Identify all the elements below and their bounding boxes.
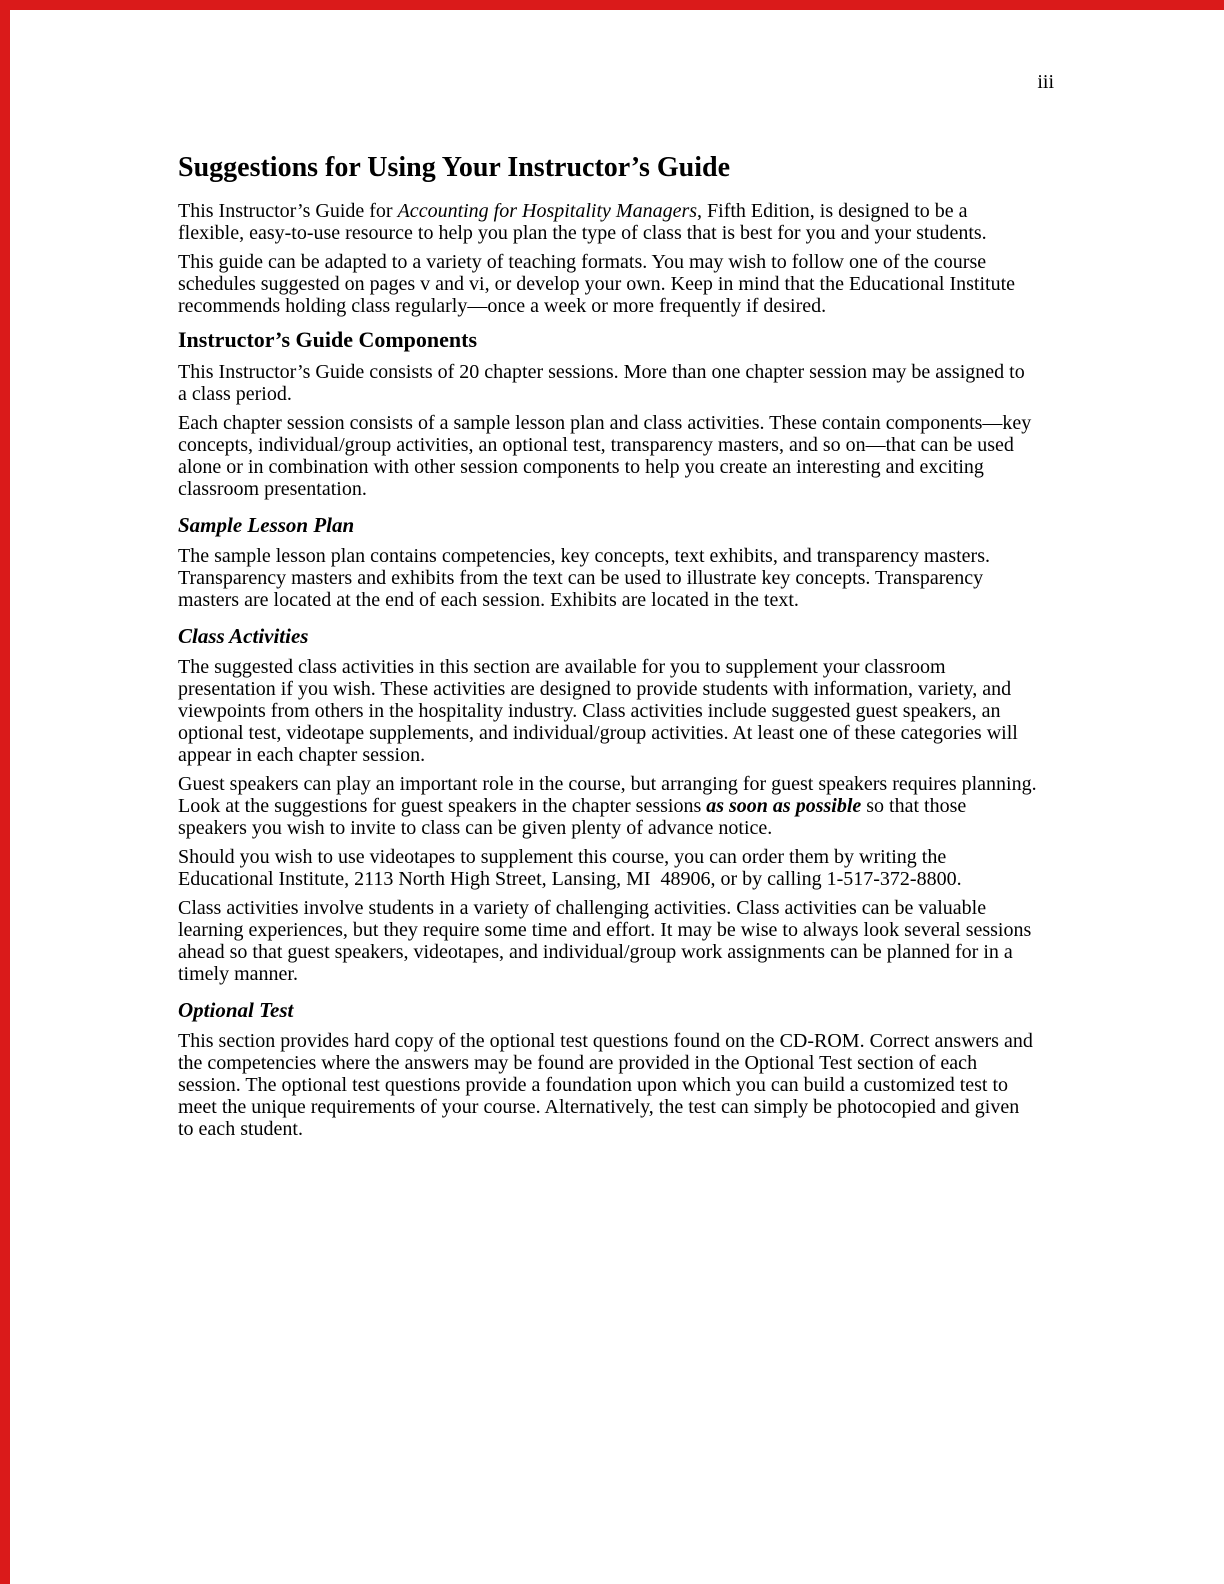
intro-paragraph-1 bbox=[178, 200, 1054, 244]
text-segment: , Fifth Edition, is designed to be a bbox=[697, 200, 968, 222]
class-activities-paragraph-2 bbox=[178, 773, 1054, 839]
subsection-heading-optional-test: Optional Test bbox=[178, 998, 294, 1022]
page-title: Suggestions for Using Your Instructor’s Guide bbox=[178, 152, 731, 183]
text-line: appear in each chapter session. bbox=[178, 744, 426, 766]
text-line: flexible, easy-to-use resource to help you plan the type of class that is best for you and your students. bbox=[178, 222, 987, 244]
text-line: learning experiences, but they require some time and effort. It may be wise to always look several sessions bbox=[178, 919, 1032, 941]
text-line: a class period. bbox=[178, 383, 292, 405]
class-activities-paragraph-1 bbox=[178, 656, 1054, 766]
section-heading-components: Instructor’s Guide Components bbox=[178, 327, 478, 352]
text-line: Each chapter session consists of a sample lesson plan and class activities. These contain components—key bbox=[178, 412, 1032, 434]
subsection-heading-class-activities: Class Activities bbox=[178, 624, 309, 648]
text-line: The sample lesson plan contains competencies, key concepts, text exhibits, and transparency masters. bbox=[178, 545, 990, 567]
text-line: ahead so that guest speakers, videotapes, and individual/group work assignments can be planned for in a bbox=[178, 941, 1013, 963]
bold-italic-text: as soon as possible bbox=[706, 795, 862, 817]
text-line: presentation if you wish. These activities are designed to provide students with information, variety, and bbox=[178, 678, 1012, 700]
text-line: viewpoints from others in the hospitality industry. Class activities include suggested guest speakers, an bbox=[178, 700, 1001, 722]
text-line: meet the unique requirements of your course. Alternatively, the test can simply be photocopied and given bbox=[178, 1096, 1020, 1118]
optional-test-paragraph bbox=[178, 1030, 1054, 1140]
italic-text: Accounting for Hospitality Managers bbox=[397, 200, 698, 222]
text-line: classroom presentation. bbox=[178, 478, 367, 500]
text-segment: This Instructor’s Guide for bbox=[178, 200, 398, 222]
intro-paragraph-2 bbox=[178, 251, 1054, 317]
text-line: alone or in combination with other session components to help you create an interesting and exciting bbox=[178, 456, 984, 478]
text-line: concepts, individual/group activities, an optional test, transparency masters, and so on—that can be used bbox=[178, 434, 1014, 456]
class-activities-paragraph-3 bbox=[178, 846, 1054, 890]
text-line: the competencies where the answers may be found are provided in the Optional Test section of each bbox=[178, 1052, 978, 1074]
text-line: Transparency masters and exhibits from the text can be used to illustrate key concepts. Transparency bbox=[178, 567, 984, 589]
text-line: timely manner. bbox=[178, 963, 298, 985]
text-line: to each student. bbox=[178, 1118, 303, 1140]
text-line: schedules suggested on pages v and vi, or develop your own. Keep in mind that the Educational Institute bbox=[178, 273, 1016, 295]
text-line: recommends holding class regularly—once a week or more frequently if desired. bbox=[178, 295, 827, 317]
text-line: Should you wish to use videotapes to supplement this course, you can order them by writing the bbox=[178, 846, 947, 868]
components-paragraph-2 bbox=[178, 412, 1054, 500]
text-line bbox=[178, 200, 1054, 222]
text-line: Class activities involve students in a variety of challenging activities. Class activities can be valuable bbox=[178, 897, 987, 919]
text-line: Guest speakers can play an important role in the course, but arranging for guest speakers requires planning. bbox=[178, 773, 1037, 795]
text-line: optional test, videotape supplements, and individual/group activities. At least one of these categories will bbox=[178, 722, 1018, 744]
text-segment: Look at the suggestions for guest speakers in the chapter sessions bbox=[178, 795, 707, 817]
subsection-heading-sample-lesson-plan: Sample Lesson Plan bbox=[178, 513, 355, 537]
text-line: session. The optional test questions provide a foundation upon which you can build a customized test to bbox=[178, 1074, 1009, 1096]
text-line: masters are located at the end of each session. Exhibits are located in the text. bbox=[178, 589, 799, 611]
text-line: The suggested class activities in this section are available for you to supplement your classroom bbox=[178, 656, 946, 678]
text-line: speakers you wish to invite to class can be given plenty of advance notice. bbox=[178, 817, 773, 839]
text-line: This section provides hard copy of the optional test questions found on the CD-ROM. Correct answers and bbox=[178, 1030, 1033, 1052]
class-activities-paragraph-4 bbox=[178, 897, 1054, 985]
text-line: This guide can be adapted to a variety of teaching formats. You may wish to follow one of the course bbox=[178, 251, 987, 273]
text-line bbox=[178, 795, 1054, 817]
document-content bbox=[10, 10, 1224, 1140]
page-number: iii bbox=[1037, 71, 1054, 93]
text-line: This Instructor’s Guide consists of 20 chapter sessions. More than one chapter session may be assigned to bbox=[178, 361, 1025, 383]
text-segment: so that those bbox=[861, 795, 967, 817]
text-line: Educational Institute, 2113 North High Street, Lansing, MI 48906, or by calling 1-517-372-8800. bbox=[178, 868, 962, 890]
sample-lesson-plan-paragraph bbox=[178, 545, 1054, 611]
components-paragraph-1 bbox=[178, 361, 1054, 405]
